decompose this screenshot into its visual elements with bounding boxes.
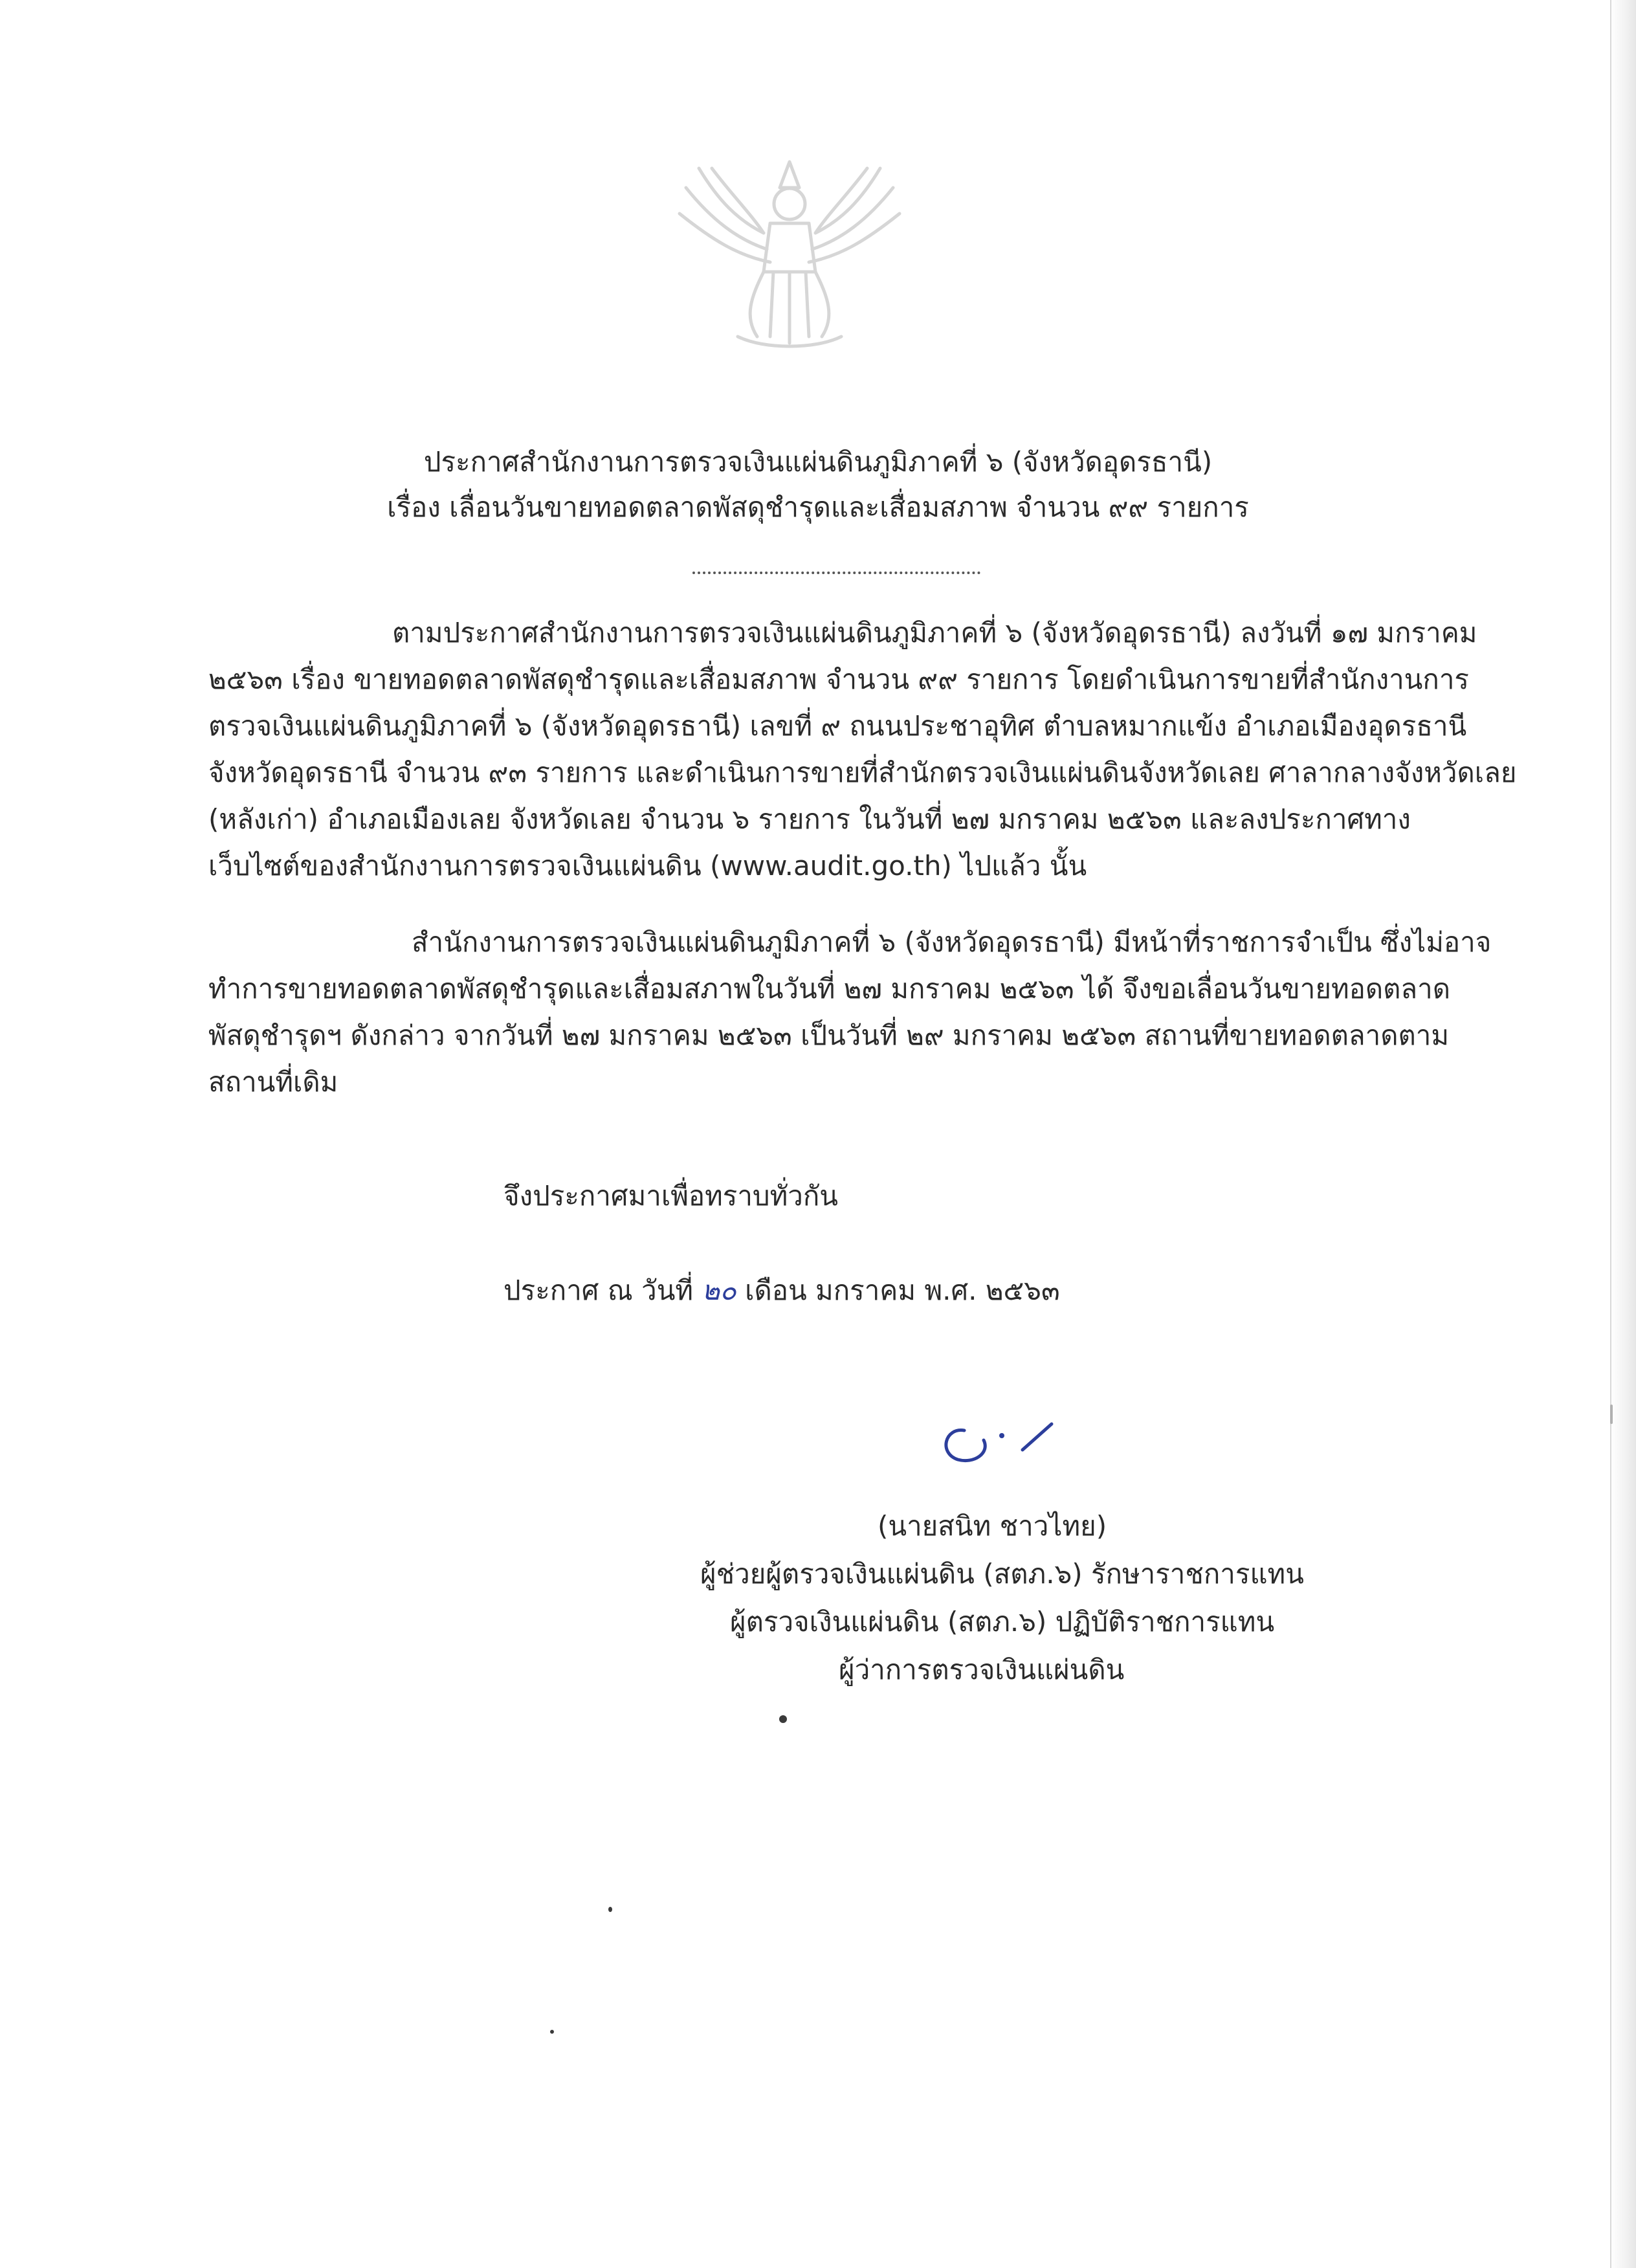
- garuda-emblem-icon: [660, 142, 919, 362]
- announcement-date: [503, 1273, 1060, 1309]
- handwritten-day: ๒๐: [702, 1274, 736, 1306]
- date-prefix: ประกาศ ณ วันที่: [503, 1274, 702, 1306]
- scan-speck: [779, 1715, 787, 1723]
- signatory-position: ผู้ว่าการตรวจเงินแผ่นดิน: [839, 1654, 1125, 1685]
- scan-speck: [550, 2030, 554, 2034]
- paragraph-line: ทำการขายทอดตลาดพัสดุชำรุดและเสื่อมสภาพในวันที่ ๒๗ มกราคม ๒๕๖๓ ได้ จึงขอเลื่อนวันขายทอดตลาด: [208, 973, 1451, 1005]
- signatory-position: ผู้ช่วยผู้ตรวจเงินแผ่นดิน (สตภ.๖) รักษาราชการแทน: [700, 1558, 1304, 1590]
- announcement-title: ประกาศสำนักงานการตรวจเงินแผ่นดินภูมิภาคที่ ๖ (จังหวัดอุดรธานี): [423, 446, 1213, 478]
- paragraph-line: ๒๕๖๓ เรื่อง ขายทอดตลาดพัสดุชำรุดและเสื่อมสภาพ จำนวน ๙๙ รายการ โดยดำเนินการขายที่สำนักงานการ: [208, 663, 1469, 695]
- scan-speck: [1610, 1405, 1613, 1424]
- signature-icon: [932, 1405, 1061, 1476]
- signatory-name: (นายสนิท ชาวไทย): [878, 1510, 1107, 1542]
- closing-statement: จึงประกาศมาเพื่อทราบทั่วกัน: [503, 1180, 839, 1212]
- signatory-position: ผู้ตรวจเงินแผ่นดิน (สตภ.๖) ปฏิบัติราชการแทน: [730, 1606, 1275, 1638]
- date-suffix: เดือน มกราคม พ.ศ. ๒๕๖๓: [736, 1274, 1060, 1306]
- paragraph-line: (หลังเก่า) อำเภอเมืองเลย จังหวัดเลย จำนวน ๖ รายการ ในวันที่ ๒๗ มกราคม ๒๕๖๓ และลงประกาศทาง: [208, 803, 1411, 835]
- page-edge-shadow: [1610, 0, 1636, 2268]
- page-edge-line: [1610, 0, 1611, 2268]
- paragraph-line: ตรวจเงินแผ่นดินภูมิภาคที่ ๖ (จังหวัดอุดรธานี) เลขที่ ๙ ถนนประชาอุทิศ ตำบลหมากแข้ง อำเภอเมืองอุดรธานี: [208, 710, 1467, 742]
- paragraph-line: สำนักงานการตรวจเงินแผ่นดินภูมิภาคที่ ๖ (จังหวัดอุดรธานี) มีหน้าที่ราชการจำเป็น ซึ่งไม่อาจ: [412, 926, 1492, 958]
- paragraph-line: สถานที่เดิม: [208, 1066, 338, 1098]
- paragraph-line: เว็บไซต์ของสำนักงานการตรวจเงินแผ่นดิน (www.audit.go.th) ไปแล้ว นั้น: [208, 850, 1087, 882]
- paragraph-line: ตามประกาศสำนักงานการตรวจเงินแผ่นดินภูมิภาคที่ ๖ (จังหวัดอุดรธานี) ลงวันที่ ๑๗ มกราคม: [392, 617, 1477, 649]
- paragraph-line: พัสดุชำรุดฯ ดังกล่าว จากวันที่ ๒๗ มกราคม ๒๕๖๓ เป็นวันที่ ๒๙ มกราคม ๒๕๖๓ สถานที่ขายทอดตลาดตาม: [208, 1019, 1450, 1051]
- title-divider: [692, 572, 980, 574]
- paragraph-line: จังหวัดอุดรธานี จำนวน ๙๓ รายการ และดำเนินการขายที่สำนักตรวจเงินแผ่นดินจังหวัดเลย ศาลากลางจังหวัดเลย: [208, 757, 1517, 788]
- announcement-subject: เรื่อง เลื่อนวันขายทอดตลาดพัสดุชำรุดและเสื่อมสภาพ จำนวน ๙๙ รายการ: [387, 491, 1249, 523]
- scan-speck: [608, 1907, 612, 1912]
